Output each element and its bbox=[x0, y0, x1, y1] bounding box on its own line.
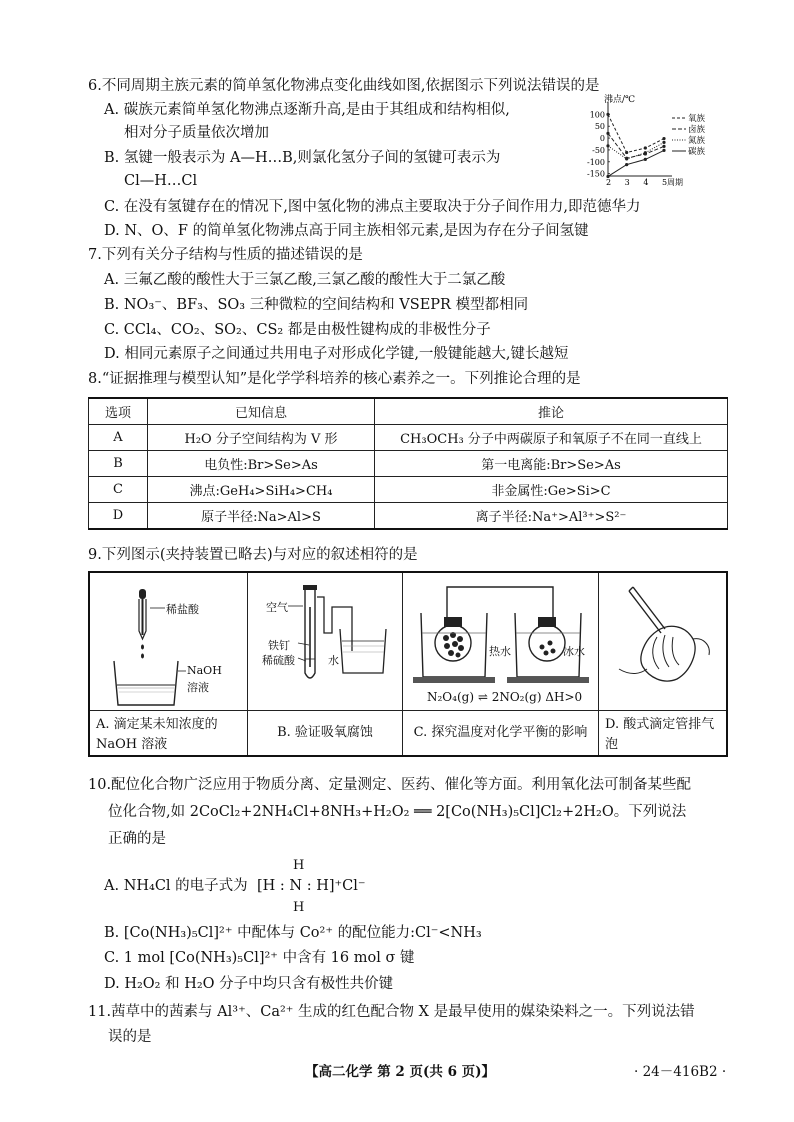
data-point bbox=[644, 158, 647, 161]
data-point bbox=[644, 146, 647, 149]
q6-option-a-line2: 相对分子质量依次增加 bbox=[124, 125, 269, 141]
q10-electron-h-top: H bbox=[293, 858, 305, 873]
q9-caption-a: A. 滴定某未知浓度的 NaOH 溶液 bbox=[90, 710, 247, 755]
y-tick-label: 100 bbox=[589, 110, 605, 120]
q10-stem-line1: 10.配位化合物广泛应用于物质分离、定量测定、医药、催化等方面。利用氧化法可制备某些配 bbox=[88, 777, 692, 793]
q10-stem-line3: 正确的是 bbox=[108, 831, 166, 847]
label-iron-nail: 铁钉 bbox=[268, 639, 290, 652]
q10-option-a-formula: [H : N : H]⁺Cl⁻ bbox=[257, 878, 366, 894]
legend-label: 氮族 bbox=[688, 136, 706, 146]
label-air: 空气 bbox=[266, 601, 288, 614]
q6-option-c: C. 在没有氢键存在的情况下,图中氢化物的沸点主要取决于分子间作用力,即范德华力 bbox=[104, 199, 641, 215]
table-row bbox=[89, 477, 728, 503]
data-point bbox=[606, 175, 609, 178]
table-cell: B bbox=[89, 451, 148, 477]
q10-option-b: B. [Co(NH₃)₅Cl]²⁺ 中配体与 Co²⁺ 的配位能力:Cl⁻<NH₃ bbox=[104, 925, 482, 941]
q10-option-c: C. 1 mol [Co(NH₃)₅Cl]²⁺ 中含有 16 mol σ 键 bbox=[104, 950, 415, 966]
table-cell: CH₃OCH₃ 分子中两碳原子和氧原子不在同一直线上 bbox=[375, 425, 728, 451]
table-cell: 非金属性:Ge>Si>C bbox=[375, 477, 728, 503]
table-cell: D bbox=[89, 503, 148, 530]
table-cell: H₂O 分子空间结构为 V 形 bbox=[148, 425, 375, 451]
q10-stem-line2: 位化合物,如 2CoCl₂+2NH₄Cl+8NH₃+H₂O₂ ══ 2[Co(NH₃)₅Cl]Cl₂+2H₂O。下列说法 bbox=[108, 804, 687, 820]
y-tick-label: 0 bbox=[599, 134, 605, 144]
data-point bbox=[662, 149, 665, 152]
table-cell: C bbox=[89, 477, 148, 503]
q11-stem-line1: 11.茜草中的茜素与 Al³⁺、Ca²⁺ 生成的红色配合物 X 是最早使用的媒染染料之一。下列说法错 bbox=[88, 1004, 695, 1020]
table-cell: A bbox=[89, 425, 148, 451]
label-solution: 溶液 bbox=[187, 681, 209, 694]
data-point bbox=[625, 151, 628, 154]
y-tick-label: -50 bbox=[592, 145, 605, 155]
q10-option-d: D. H₂O₂ 和 H₂O 分子中均只含有极性共价键 bbox=[104, 976, 394, 992]
y-tick-label: 50 bbox=[594, 122, 605, 132]
x-tick-label: 2 bbox=[606, 178, 612, 187]
x-axis-label: 周期 bbox=[667, 178, 683, 187]
table-row bbox=[89, 503, 728, 530]
q9-caption-c: C. 探究温度对化学平衡的影响 bbox=[403, 710, 598, 755]
label-hot-water: 热水 bbox=[489, 645, 511, 658]
x-tick-label: 3 bbox=[624, 178, 630, 187]
table-cell: 第一电离能:Br>Se>As bbox=[375, 451, 728, 477]
data-point bbox=[644, 151, 647, 154]
q9-cell-c bbox=[403, 573, 599, 755]
q10-option-a-prefix: A. NH₄Cl 的电子式为 bbox=[104, 878, 248, 894]
label-ice-water: 冰水 bbox=[563, 645, 585, 658]
table-cell: 沸点:GeH₄>SiH₄>CH₄ bbox=[148, 477, 375, 503]
data-point bbox=[625, 157, 628, 160]
table-header: 选项 bbox=[89, 398, 148, 425]
table-header-row bbox=[89, 398, 728, 425]
data-point bbox=[662, 145, 665, 148]
q9-cell-a bbox=[90, 573, 248, 755]
data-point bbox=[606, 113, 609, 116]
q10-electron-h-bottom: H bbox=[293, 900, 305, 915]
table-row bbox=[89, 451, 728, 477]
data-point bbox=[662, 141, 665, 144]
x-tick-label: 5 bbox=[662, 178, 668, 187]
q7-option-a: A. 三氟乙酸的酸性大于三氯乙酸,三氯乙酸的酸性大于二氯乙酸 bbox=[104, 272, 506, 288]
q9-figure-box bbox=[88, 571, 728, 757]
q9-cell-b bbox=[248, 573, 403, 755]
q9-caption-b: B. 验证吸氧腐蚀 bbox=[248, 710, 402, 755]
burette-bubble-removal-icon bbox=[599, 573, 724, 709]
series-line bbox=[608, 150, 664, 176]
footer-code: · 24－416B2 · bbox=[634, 1064, 727, 1080]
label-water: 水 bbox=[328, 654, 339, 667]
table-cell: 电负性:Br>Se>As bbox=[148, 451, 375, 477]
table-header: 已知信息 bbox=[148, 398, 375, 425]
q6-option-a-line1: A. 碳族元素简单氢化物沸点逐渐升高,是由于其组成和结构相似, bbox=[104, 102, 510, 118]
label-dilute-h2so4: 稀硫酸 bbox=[262, 654, 295, 667]
x-tick-label: 4 bbox=[643, 178, 649, 187]
y-tick-label: -100 bbox=[587, 157, 605, 167]
q6-stem: 6.不同周期主族元素的简单氢化物沸点变化曲线如图,依据图示下列说法错误的是 bbox=[88, 78, 600, 94]
q8-table bbox=[88, 397, 728, 530]
data-point bbox=[606, 132, 609, 135]
legend-label: 卤族 bbox=[688, 125, 706, 135]
series-line bbox=[608, 114, 664, 152]
table-row bbox=[89, 425, 728, 451]
label-dilute-hcl: 稀盐酸 bbox=[166, 603, 199, 616]
q11-stem-line2: 误的是 bbox=[108, 1029, 152, 1045]
q7-option-b: B. NO₃⁻、BF₃、SO₃ 三种微粒的空间结构和 VSEPR 模型都相同 bbox=[104, 297, 529, 313]
equilibrium-temperature-apparatus-icon bbox=[403, 573, 597, 709]
table-cell: 原子半径:Na>Al>S bbox=[148, 503, 375, 530]
boiling-point-chart bbox=[568, 94, 716, 194]
label-naoh: NaOH bbox=[187, 664, 222, 677]
data-point bbox=[662, 137, 665, 140]
q6-option-b-line1: B. 氢键一般表示为 A—H…B,则氯化氢分子间的氢键可表示为 bbox=[104, 150, 501, 166]
data-point bbox=[625, 163, 628, 166]
y-tick-label: -150 bbox=[587, 169, 605, 179]
q6-option-b-line2: Cl—H…Cl bbox=[124, 173, 198, 189]
q9-cell-d bbox=[599, 573, 726, 755]
q6-option-d: D. N、O、F 的简单氢化物沸点高于同主族相邻元素,是因为存在分子间氢键 bbox=[104, 223, 589, 239]
q9-caption-d: D. 酸式滴定管排气泡 bbox=[599, 710, 726, 755]
q8-stem: 8.“证据推理与模型认知”是化学学科培养的核心素养之一。下列推论合理的是 bbox=[88, 371, 581, 387]
q7-stem: 7.下列有关分子结构与性质的描述错误的是 bbox=[88, 247, 363, 263]
q7-option-c: C. CCl₄、CO₂、SO₂、CS₂ 都是由极性键构成的非极性分子 bbox=[104, 322, 491, 338]
legend-label: 碳族 bbox=[688, 147, 706, 157]
table-header: 推论 bbox=[375, 398, 728, 425]
label-equation: N₂O₄(g) ⇌ 2NO₂(g) ΔH>0 bbox=[427, 690, 583, 704]
table-cell: 离子半径:Na⁺>Al³⁺>S²⁻ bbox=[375, 503, 728, 530]
data-point bbox=[606, 144, 609, 147]
q7-option-d: D. 相同元素原子之间通过共用电子对形成化学键,一般键能越大,键长越短 bbox=[104, 346, 569, 362]
q9-stem: 9.下列图示(夹持装置已略去)与对应的叙述相符的是 bbox=[88, 547, 418, 563]
footer-page-info: 【高二化学 第 2 页(共 6 页)】 bbox=[305, 1064, 496, 1080]
titration-apparatus-icon bbox=[90, 573, 246, 709]
legend-label: 氧族 bbox=[688, 114, 706, 124]
y-axis-label: 沸点/℃ bbox=[604, 95, 636, 105]
